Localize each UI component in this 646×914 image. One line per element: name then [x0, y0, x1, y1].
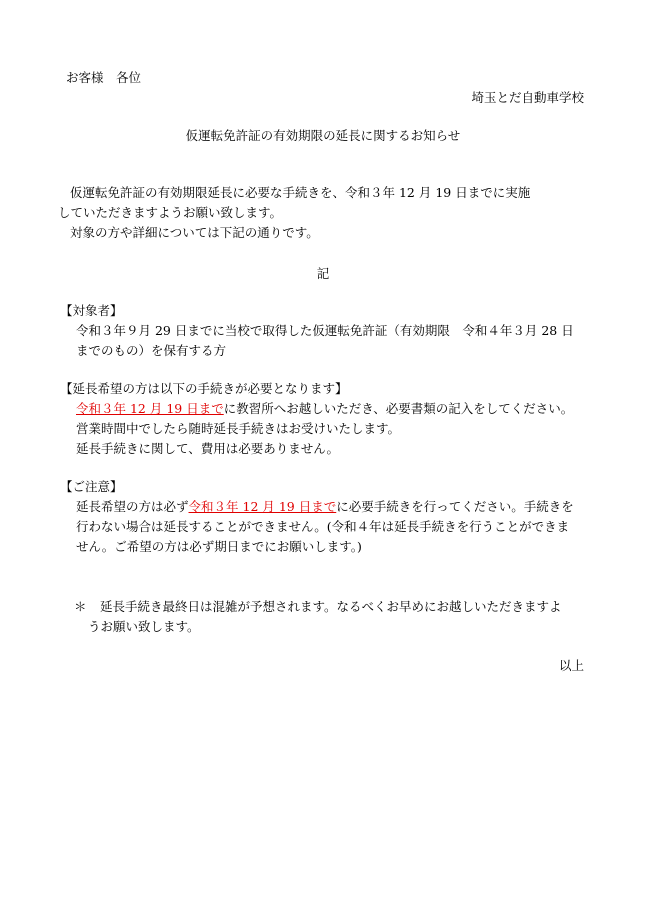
- asterisk-mark: ＊: [74, 599, 87, 614]
- closing: 以上: [558, 658, 584, 673]
- note-line: うお願い致します。: [88, 619, 200, 634]
- document-title: 仮運転免許証の有効期限の延長に関するお知らせ: [185, 128, 461, 143]
- section-text: に教習所へお越しいただき、必要書類の記入をしてください。: [223, 401, 574, 416]
- section-line: せん。ご希望の方は必ず期日までにお願いします。): [76, 539, 362, 554]
- section-text: 延長希望の方は必ず: [76, 499, 189, 514]
- section-heading: 【延長希望の方は以下の手続きが必要となります】: [60, 381, 348, 396]
- section-heading: 【ご注意】: [60, 479, 123, 494]
- section-heading: 【対象者】: [60, 303, 123, 318]
- intro-line: 仮運転免許証の有効期限延長に必要な手続きを、令和３年 12 月 19 日までに実施: [70, 185, 531, 200]
- section-line: 行わない場合は延長することができません。(令和４年は延長手続きを行うことができま: [76, 519, 570, 534]
- deadline-highlight: 令和３年 12 月 19 日まで: [76, 401, 224, 416]
- section-line: [76, 498, 574, 516]
- section-line: 営業時間中でしたら随時延長手続きはお受けいたします。: [76, 421, 401, 436]
- section-line: までのもの）を保有する方: [76, 343, 227, 358]
- sender: 埼玉とだ自動車学校: [471, 90, 584, 105]
- intro-line: していただきますようお願い致します。: [58, 205, 283, 220]
- section-line: [76, 400, 573, 418]
- ki-heading: 記: [316, 266, 330, 281]
- deadline-highlight: 令和３年 12 月 19 日まで: [188, 499, 337, 514]
- note-line: 延長手続き最終日は混雑が予想されます。なるべくお早めにお越しいただきますよ: [100, 599, 562, 614]
- section-line: 延長手続きに関して、費用は必要ありません。: [76, 441, 340, 456]
- section-text: に必要手続きを行ってください。手続きを: [336, 499, 574, 514]
- intro-line: 対象の方や詳細については下記の通りです。: [70, 225, 319, 240]
- recipient: お客様 各位: [66, 70, 142, 85]
- section-line: 令和３年９月 29 日までに当校で取得した仮運転免許証（有効期限 令和４年３月 28 日: [76, 323, 574, 338]
